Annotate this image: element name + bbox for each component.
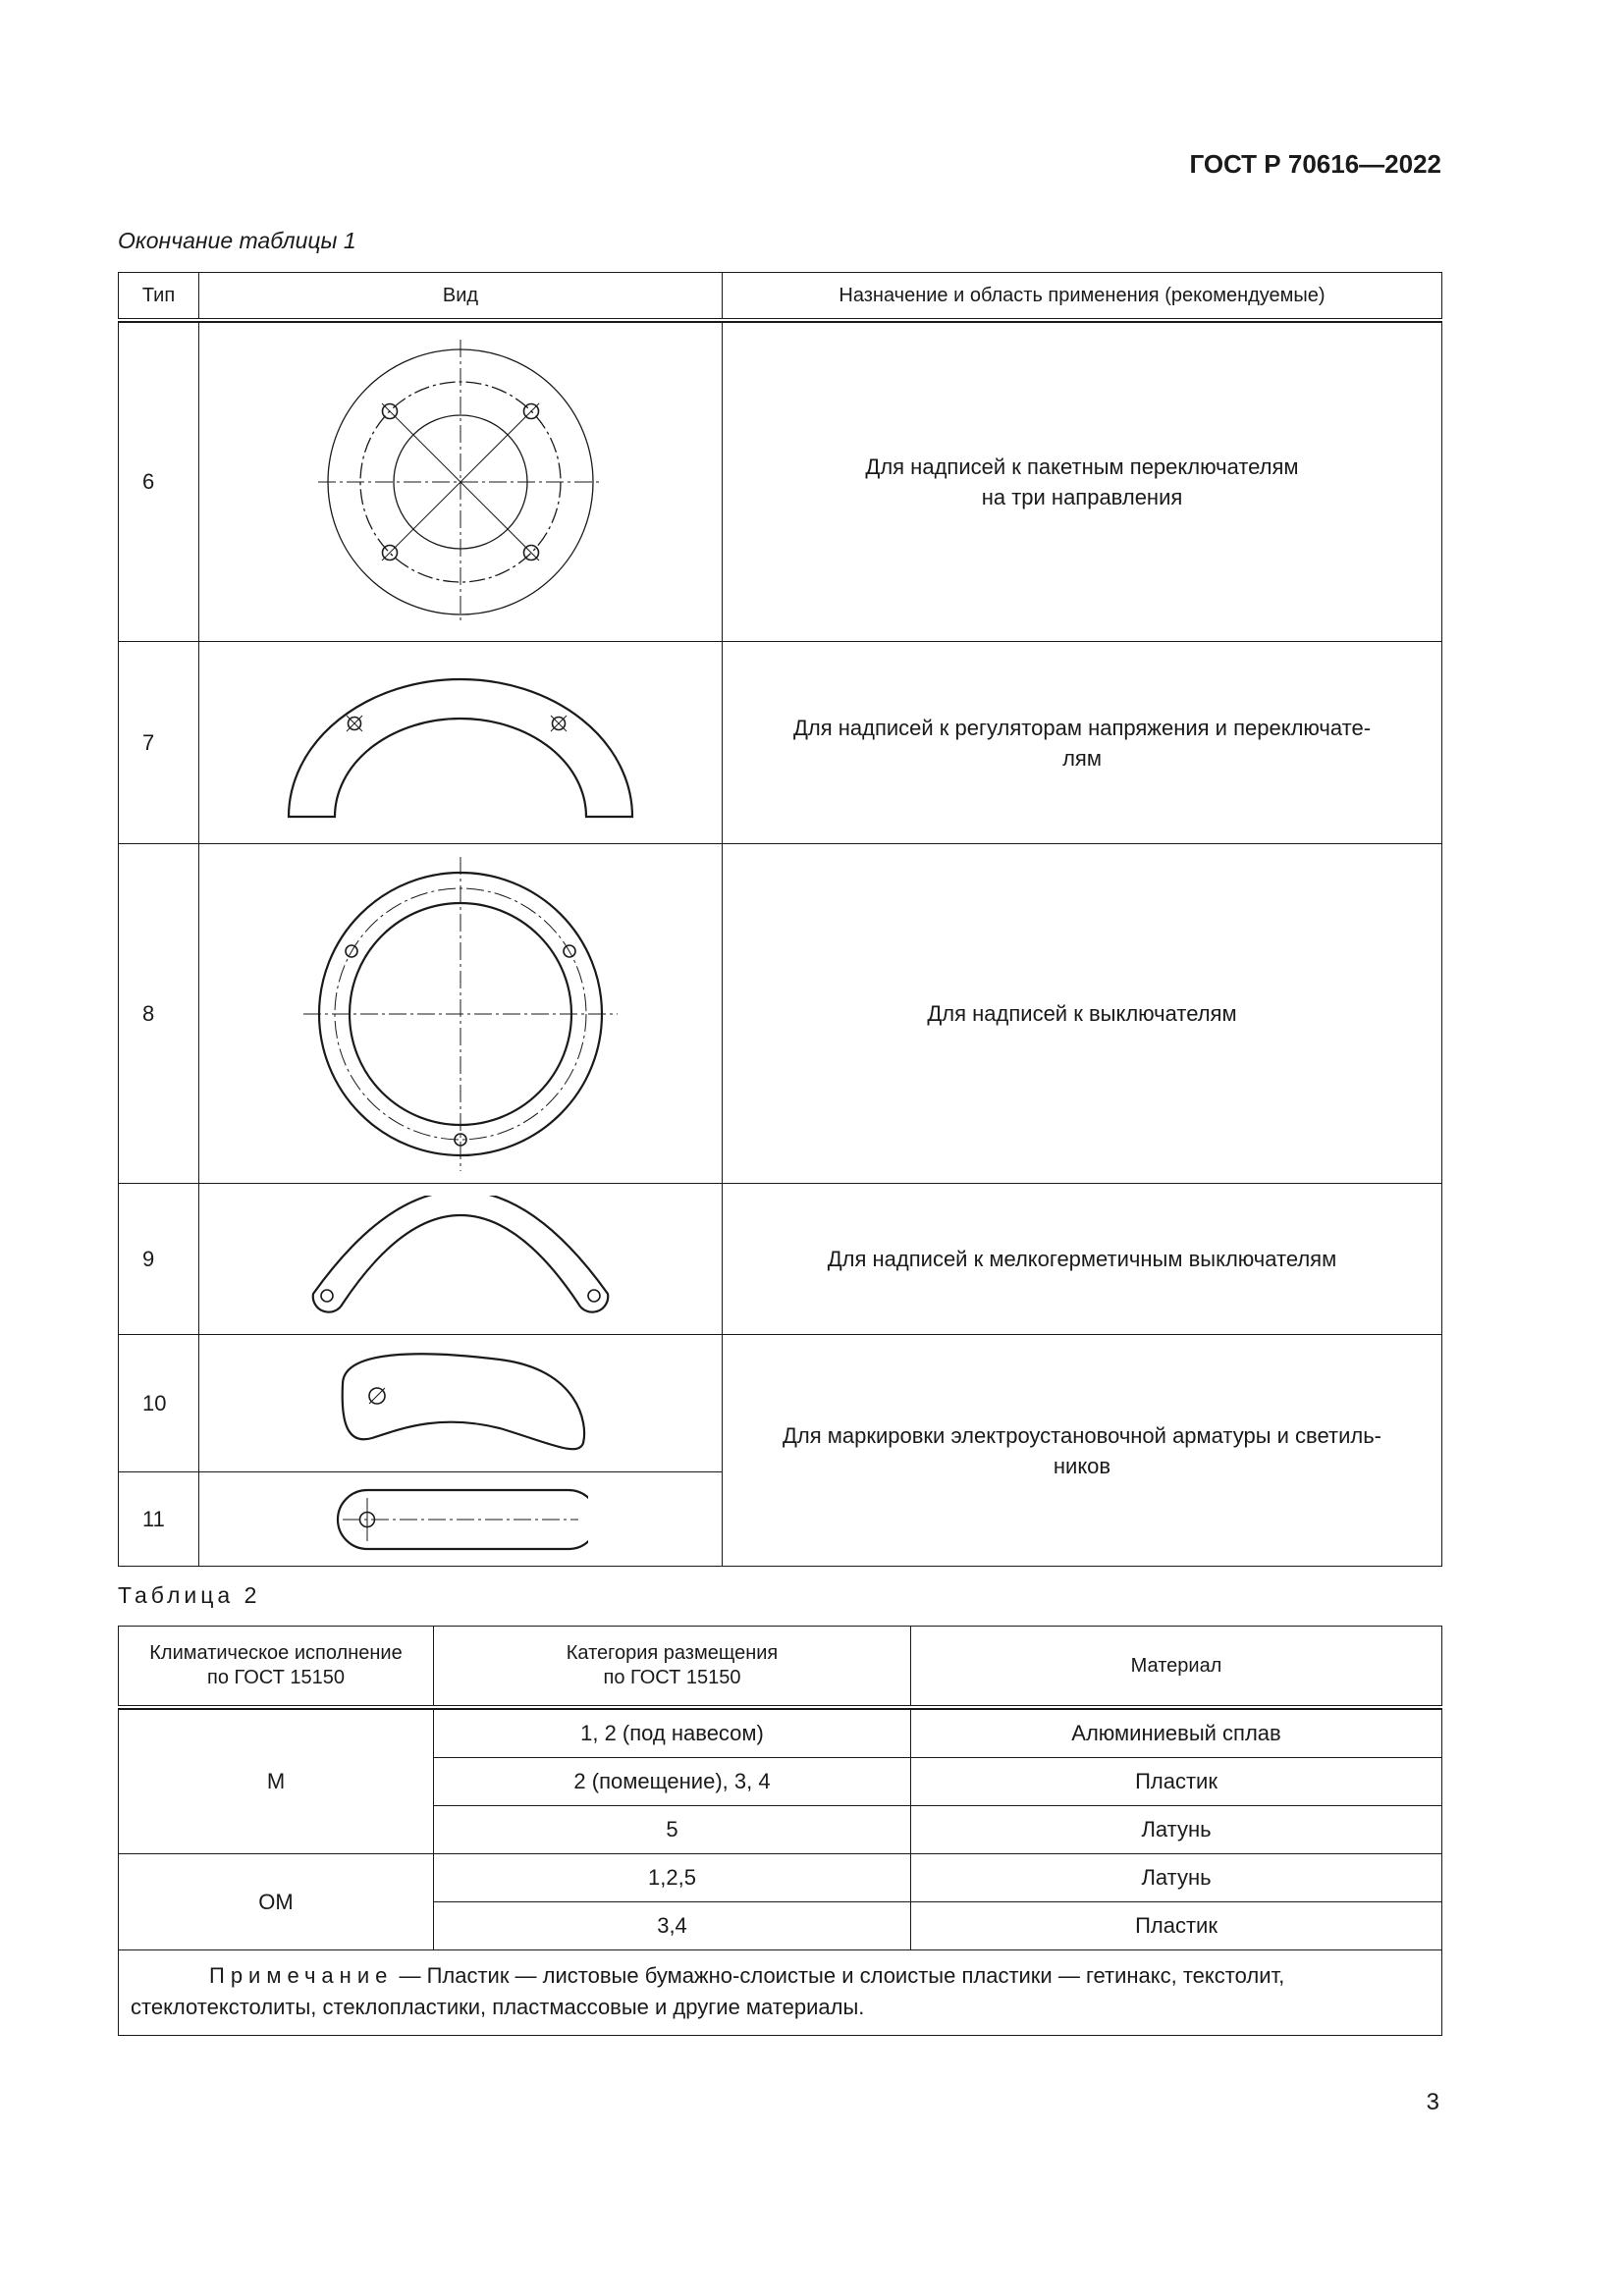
header-purpose: Назначение и область применения (рекомендуемые)	[723, 273, 1442, 321]
table-2	[118, 1626, 1442, 2036]
bean-shaped-plate-drawing	[199, 1335, 723, 1472]
note-row	[119, 1950, 1442, 2036]
row-purpose	[723, 844, 1442, 1184]
table-note	[119, 1950, 1442, 2036]
half-ring-plate-drawing	[199, 642, 723, 844]
purpose-line: лям	[1062, 745, 1102, 771]
category-cell: 1, 2 (под навесом)	[434, 1710, 911, 1758]
row-purpose	[723, 1184, 1442, 1335]
row-purpose	[723, 1335, 1442, 1567]
header-type: Тип	[119, 273, 199, 321]
material-cell: Латунь	[911, 1806, 1442, 1854]
header-category	[434, 1627, 911, 1708]
standard-number: ГОСТ Р 70616—2022	[1189, 149, 1441, 179]
header-material: Материал	[911, 1627, 1442, 1708]
row-type: 7	[119, 642, 199, 844]
row-type: 6	[119, 323, 199, 642]
page-number: 3	[1426, 2089, 1439, 2115]
header-line: Категория размещения	[566, 1642, 779, 1664]
material-cell: Латунь	[911, 1854, 1442, 1902]
purpose-line: Для маркировки электроустановочной арматуры и светиль-	[782, 1422, 1381, 1448]
climate-cell: ОМ	[119, 1854, 434, 1950]
header-climate	[119, 1627, 434, 1708]
row-type: 8	[119, 844, 199, 1184]
arc-plate-drawing	[199, 1184, 723, 1335]
table1-caption: Окончание таблицы 1	[118, 228, 356, 253]
purpose-line: Для надписей к мелкогерметичным выключателям	[827, 1247, 1337, 1271]
table-row	[119, 642, 1442, 844]
rounded-strip-plate-drawing	[199, 1472, 723, 1567]
category-cell: 2 (помещение), 3, 4	[434, 1758, 911, 1806]
table2-caption: Таблица 2	[118, 1582, 261, 1608]
material-cell: Пластик	[911, 1902, 1442, 1950]
table-1-header-row	[119, 273, 1442, 321]
header-line: по ГОСТ 15150	[603, 1667, 741, 1688]
material-cell: Алюминиевый сплав	[911, 1710, 1442, 1758]
table-row	[119, 844, 1442, 1184]
table-row	[119, 1710, 1442, 1758]
table-row	[119, 1854, 1442, 1902]
row-type: 9	[119, 1184, 199, 1335]
purpose-line: Для надписей к регуляторам напряжения и переключате-	[792, 715, 1372, 740]
header-view: Вид	[199, 273, 723, 321]
table-row	[119, 1184, 1442, 1335]
table-row	[119, 1335, 1442, 1472]
purpose-line: ников	[1053, 1453, 1111, 1478]
header-line: Климатическое исполнение	[149, 1642, 403, 1664]
purpose-line: Для надписей к пакетным переключателям	[865, 454, 1299, 479]
category-cell: 3,4	[434, 1902, 911, 1950]
purpose-line: на три направления	[981, 485, 1183, 509]
material-cell: Пластик	[911, 1758, 1442, 1806]
row-purpose	[723, 642, 1442, 844]
ring-plate-three-holes-drawing	[199, 844, 723, 1184]
category-cell: 1,2,5	[434, 1854, 911, 1902]
purpose-line: Для надписей к выключателям	[927, 1001, 1237, 1026]
round-plate-four-holes-drawing	[199, 323, 723, 642]
row-purpose	[723, 323, 1442, 642]
table-row	[119, 323, 1442, 642]
climate-cell: М	[119, 1710, 434, 1854]
note-text: — Пластик — листовые бумажно-слоистые и слоистые пластики — гетинакс, текстолит, стеклотекстолиты, стеклопластики, пластмассовые и другие материалы.	[131, 1963, 1285, 2019]
table-2-header-row	[119, 1627, 1442, 1708]
row-type: 11	[119, 1472, 199, 1567]
table-1	[118, 272, 1442, 1567]
header-line: по ГОСТ 15150	[207, 1667, 345, 1688]
row-type: 10	[119, 1335, 199, 1472]
note-lead: Примечание	[209, 1963, 394, 1988]
category-cell: 5	[434, 1806, 911, 1854]
